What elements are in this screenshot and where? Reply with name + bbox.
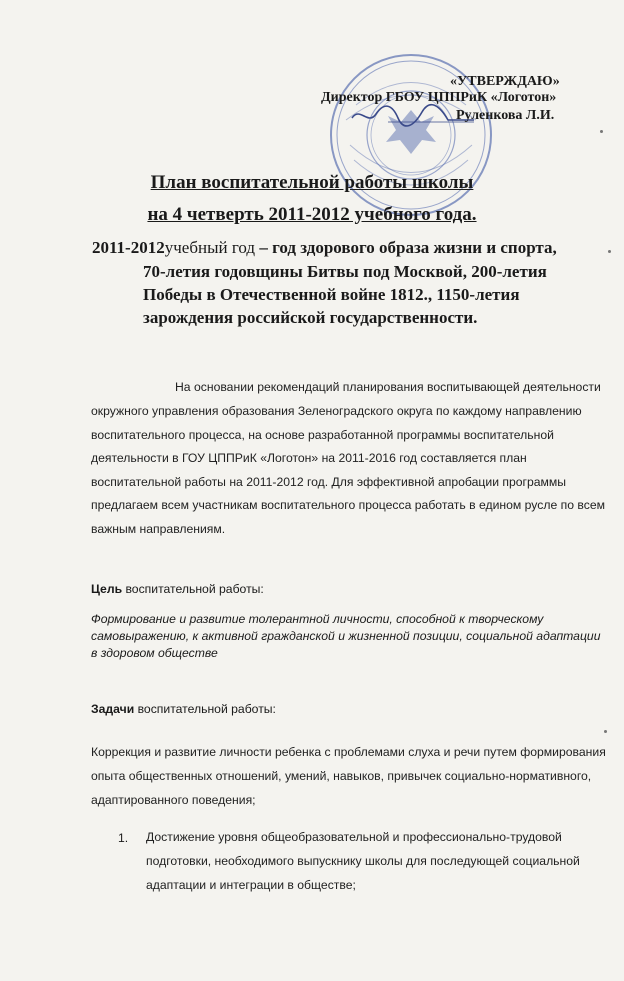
goal-label-bold: Цель <box>91 582 123 596</box>
intro-line-1: На основании рекомендаций планирования воспитывающей деятельности <box>175 380 601 394</box>
approval-line-1: «УТВЕРЖДАЮ» <box>450 74 560 89</box>
year-first: учебный год <box>164 238 256 257</box>
approval-line-2: Директор ГБОУ ЦППРиК «Логотон» <box>321 90 557 105</box>
year-line-3: Победы в Отечественной войне 1812., 1150-летия <box>143 285 520 304</box>
year-line-1 <box>92 237 557 258</box>
intro-line-7: важным направлениям. <box>91 522 226 536</box>
list-item-1-line-2: подготовки, необходимого выпускнику школы для последующей социальной <box>146 854 580 868</box>
tasks-label-rest: воспитательной работы: <box>134 702 276 716</box>
goal-label-rest: воспитательной работы: <box>122 582 264 596</box>
intro-line-5: воспитательной работы на 2011-2012 год. Для эффективной апробации программы <box>91 475 567 489</box>
tasks-line-3: адаптированного поведения; <box>91 793 256 807</box>
year-prefix: 2011-2012 <box>92 238 165 257</box>
title-line-2: на 4 четверть 2011-2012 учебного года. <box>147 204 477 225</box>
intro-line-6: предлагаем всем участникам воспитательного процесса работать в едином русле по всем <box>91 498 605 512</box>
tasks-line-1: Коррекция и развитие личности ребенка с проблемами слуха и речи путем формирования <box>91 745 606 759</box>
scan-speck <box>600 130 603 133</box>
intro-line-2: окружного управления образования Зеленоградского округа по каждому направлению <box>91 404 582 418</box>
intro-line-4: деятельности в ГОУ ЦППРиК «Логотон» на 2011-2016 год составляется план <box>91 451 527 465</box>
title-line-1: План воспитательной работы школы <box>150 172 474 193</box>
list-item-1-number: 1. <box>118 831 129 845</box>
scan-speck <box>608 250 611 253</box>
list-item-1-line-1: Достижение уровня общеобразовательной и профессионально-трудовой <box>146 830 562 844</box>
intro-line-3: воспитательного процесса, на основе разработанной программы воспитательной <box>91 428 554 442</box>
year-line-2: 70-летия годовщины Битвы под Москвой, 200-летия <box>143 262 547 281</box>
goal-line-2: самовыражению, к активной гражданской и жизненной позиции, социальной адаптации <box>91 629 601 643</box>
goal-line-3: в здоровом обществе <box>91 646 218 660</box>
goal-line-1: Формирование и развитие толерантной личности, способной к творческому <box>91 612 544 626</box>
list-item-1-line-3: адаптации и интеграции в обществе; <box>146 878 356 892</box>
goal-label <box>91 582 264 596</box>
tasks-label <box>91 702 276 716</box>
year-rest: – год здорового образа жизни и спорта, <box>255 238 557 257</box>
tasks-line-2: опыта общественных отношений, умений, навыков, привычек социально-нормативного, <box>91 769 592 783</box>
scan-speck <box>604 730 607 733</box>
tasks-label-bold: Задачи <box>91 702 135 716</box>
approval-line-3: Руленкова Л.И. <box>456 108 555 123</box>
year-line-4: зарождения российской государственности. <box>143 308 478 327</box>
